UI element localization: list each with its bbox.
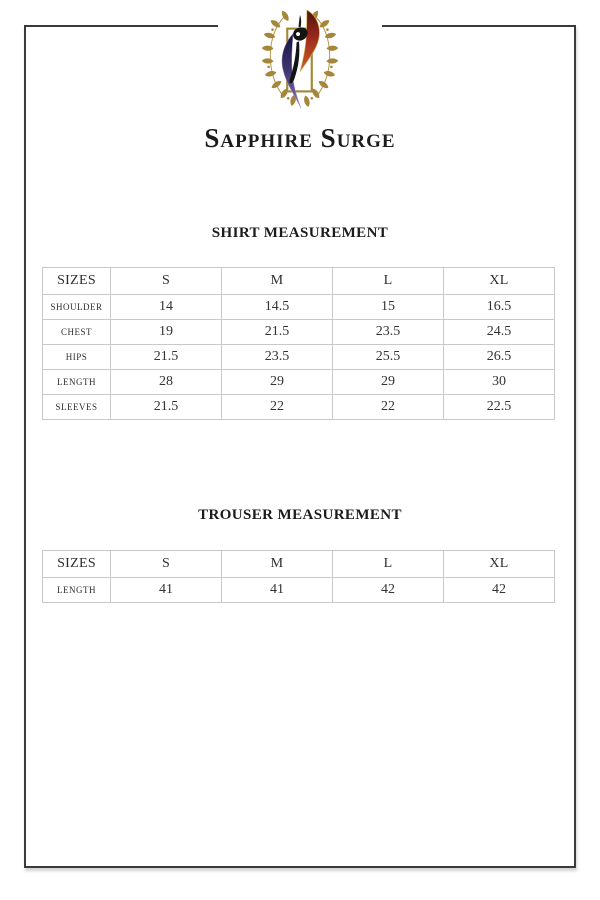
shirt-measurement-title: SHIRT MEASUREMENT [211, 225, 389, 241]
trouser-measurement-title: TROUSER MEASUREMENT [198, 507, 402, 523]
table-row [43, 345, 555, 370]
cell-value: 42 [333, 578, 444, 603]
column-header-s: S [111, 268, 222, 295]
column-header-xl: XL [444, 551, 555, 578]
cell-value: 41 [222, 578, 333, 603]
column-header-m: M [222, 551, 333, 578]
row-label: CHEST [43, 320, 111, 345]
cell-value: 30 [444, 370, 555, 395]
cell-value: 14.5 [222, 295, 333, 320]
column-header-s: S [111, 551, 222, 578]
column-header-l: L [333, 268, 444, 295]
row-label: LENGTH [43, 370, 111, 395]
table-row [43, 370, 555, 395]
ornate-calligraphy-wreath-icon [257, 10, 343, 112]
cell-value: 24.5 [444, 320, 555, 345]
cell-value: 29 [222, 370, 333, 395]
cell-value: 14 [111, 295, 222, 320]
column-header-sizes: SIZES [43, 551, 111, 578]
cell-value: 15 [333, 295, 444, 320]
row-label: SLEEVES [43, 395, 111, 420]
table-row [43, 395, 555, 420]
cell-value: 22 [333, 395, 444, 420]
brand-logo [218, 10, 382, 116]
cell-value: 25.5 [333, 345, 444, 370]
table-row [43, 295, 555, 320]
column-header-l: L [333, 551, 444, 578]
cell-value: 21.5 [111, 345, 222, 370]
header-row [43, 551, 555, 578]
cell-value: 41 [111, 578, 222, 603]
column-header-xl: XL [444, 268, 555, 295]
column-header-sizes: SIZES [43, 268, 111, 295]
table-row [43, 320, 555, 345]
table-row [43, 578, 555, 603]
trouser-measurement-table [42, 550, 555, 603]
cell-value: 21.5 [111, 395, 222, 420]
cell-value: 29 [333, 370, 444, 395]
cell-value: 22 [222, 395, 333, 420]
cell-value: 23.5 [333, 320, 444, 345]
row-label: SHOULDER [43, 295, 111, 320]
cell-value: 42 [444, 578, 555, 603]
column-header-m: M [222, 268, 333, 295]
cell-value: 22.5 [444, 395, 555, 420]
row-label: LENGTH [43, 578, 111, 603]
cell-value: 28 [111, 370, 222, 395]
cell-value: 21.5 [222, 320, 333, 345]
shirt-measurement-table [42, 267, 555, 420]
cell-value: 26.5 [444, 345, 555, 370]
row-label: HIPS [43, 345, 111, 370]
brand-name: Sapphire Surge [204, 123, 396, 153]
cell-value: 16.5 [444, 295, 555, 320]
cell-value: 19 [111, 320, 222, 345]
header-row [43, 268, 555, 295]
cell-value: 23.5 [222, 345, 333, 370]
